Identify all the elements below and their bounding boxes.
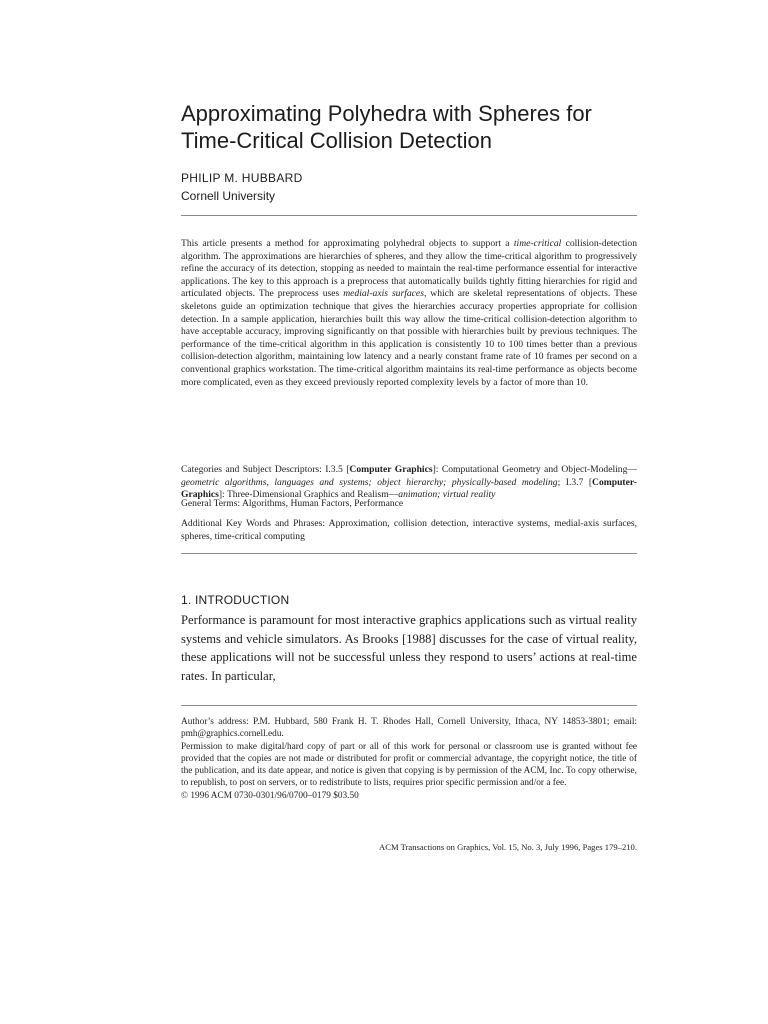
divider-middle	[181, 553, 637, 554]
author-affiliation: Cornell University	[181, 189, 276, 203]
additional-keywords: Additional Key Words and Phrases: Approximation, collision detection, interactive systems, medial-axis surfaces, spheres, time-critical computing	[181, 518, 637, 542]
categories-bold-2: Computer-Graphics	[181, 476, 637, 501]
paper-title-line-2: Time-Critical Collision Detection	[181, 128, 492, 153]
footnote-author-address: Author’s address: P.M. Hubbard, 580 Frank H. T. Rhodes Hall, Cornell University, Ithaca, NY 14853-3801; email: pmh@graphics.cornell.edu.	[181, 717, 637, 740]
categories-text-a: Categories and Subject Descriptors: I.3.5 [	[181, 464, 350, 475]
author-name: PHILIP M. HUBBARD	[181, 171, 303, 185]
paper-title-line-1: Approximating Polyhedra with Spheres for	[181, 101, 592, 126]
introduction-paragraph: Performance is paramount for most interactive graphics applications such as virtual reality systems and vehicle simulators. As Brooks [1988] discusses for the case of virtual reality, these applications will not be successful unless they respond to users’ actions at real-time rates. In particular,	[181, 613, 637, 683]
abstract-text-2: collision-detection algorithm. The approximations are hierarchies of spheres, and they allow the time-critical algorithm to progressively refine the accuracy of its detection, stopping as needed to maintain the real-time performance essential for interactive applications. The key to this approach is a preprocess that automatically builds tightly fitting hierarchies for rigid and articulated objects. The preprocess uses	[181, 238, 637, 300]
abstract-text-3: , which are skeletal representations of objects. These skeletons guide an optimization technique that gives the hierarchies accuracy properties appropriate for collision detection. In a sample application, hierarchies built this way allow the time-critical collision-detection algorithm to have acceptable accuracy, improving significantly on that possible with hierarchies built by previous techniques. The performance of the time-critical algorithm in this application is consistently 10 to 100 times better than a previous collision-detection algorithm, maintaining low latency and a nearly constant frame rate of 10 frames per second on a conventional graphics workstation. The time-critical algorithm maintains its real-time performance as objects become more complicated, even as they exceed previously reported complexity levels by a factor of more than 10.	[181, 288, 637, 388]
categories-em-1: geometric algorithms, languages and systems; object hierarchy; physically-based modeling	[181, 476, 558, 488]
section-heading-introduction: 1. INTRODUCTION	[181, 593, 290, 607]
abstract-em-2: medial-axis surfaces	[343, 288, 424, 300]
abstract-text-1: This article presents a method for approximating polyhedral objects to support a	[181, 238, 514, 249]
journal-running-footer: ACM Transactions on Graphics, Vol. 15, No. 3, July 1996, Pages 179–210.	[379, 842, 637, 852]
divider-footnote	[181, 705, 637, 706]
abstract-em-1: time-critical	[513, 238, 562, 249]
categories-bold-1: Computer Graphics	[349, 464, 433, 475]
general-terms: General Terms: Algorithms, Human Factors, Performance	[181, 498, 404, 509]
footnote-copyright: © 1996 ACM 0730-0301/96/0700–0179 $03.50	[181, 790, 359, 801]
paper-title	[181, 100, 681, 154]
categories-text-e: ; I.3.7 [	[557, 476, 593, 488]
categories-descriptors	[181, 464, 637, 502]
categories-text-g: ]: Three-Dimensional Graphics and Realism—	[218, 489, 399, 501]
categories-text-c: ]: Computational Geometry and Object-Modeling—	[432, 464, 637, 475]
abstract	[181, 238, 637, 389]
footnote	[181, 716, 637, 802]
divider-top	[181, 215, 637, 216]
categories-em-2: animation; virtual reality	[398, 489, 496, 501]
footnote-permission: Permission to make digital/hard copy of part or all of this work for personal or classroom use is granted without fee provided that the copies are not made or distributed for profit or commercial advantage, the copyright notice, the title of the publication, and its date appear, and notice is given that copying is by permission of the ACM, Inc. To copy otherwise, to republish, to post on servers, or to redistribute to lists, requires prior specific permission and/or a fee.	[181, 741, 637, 789]
